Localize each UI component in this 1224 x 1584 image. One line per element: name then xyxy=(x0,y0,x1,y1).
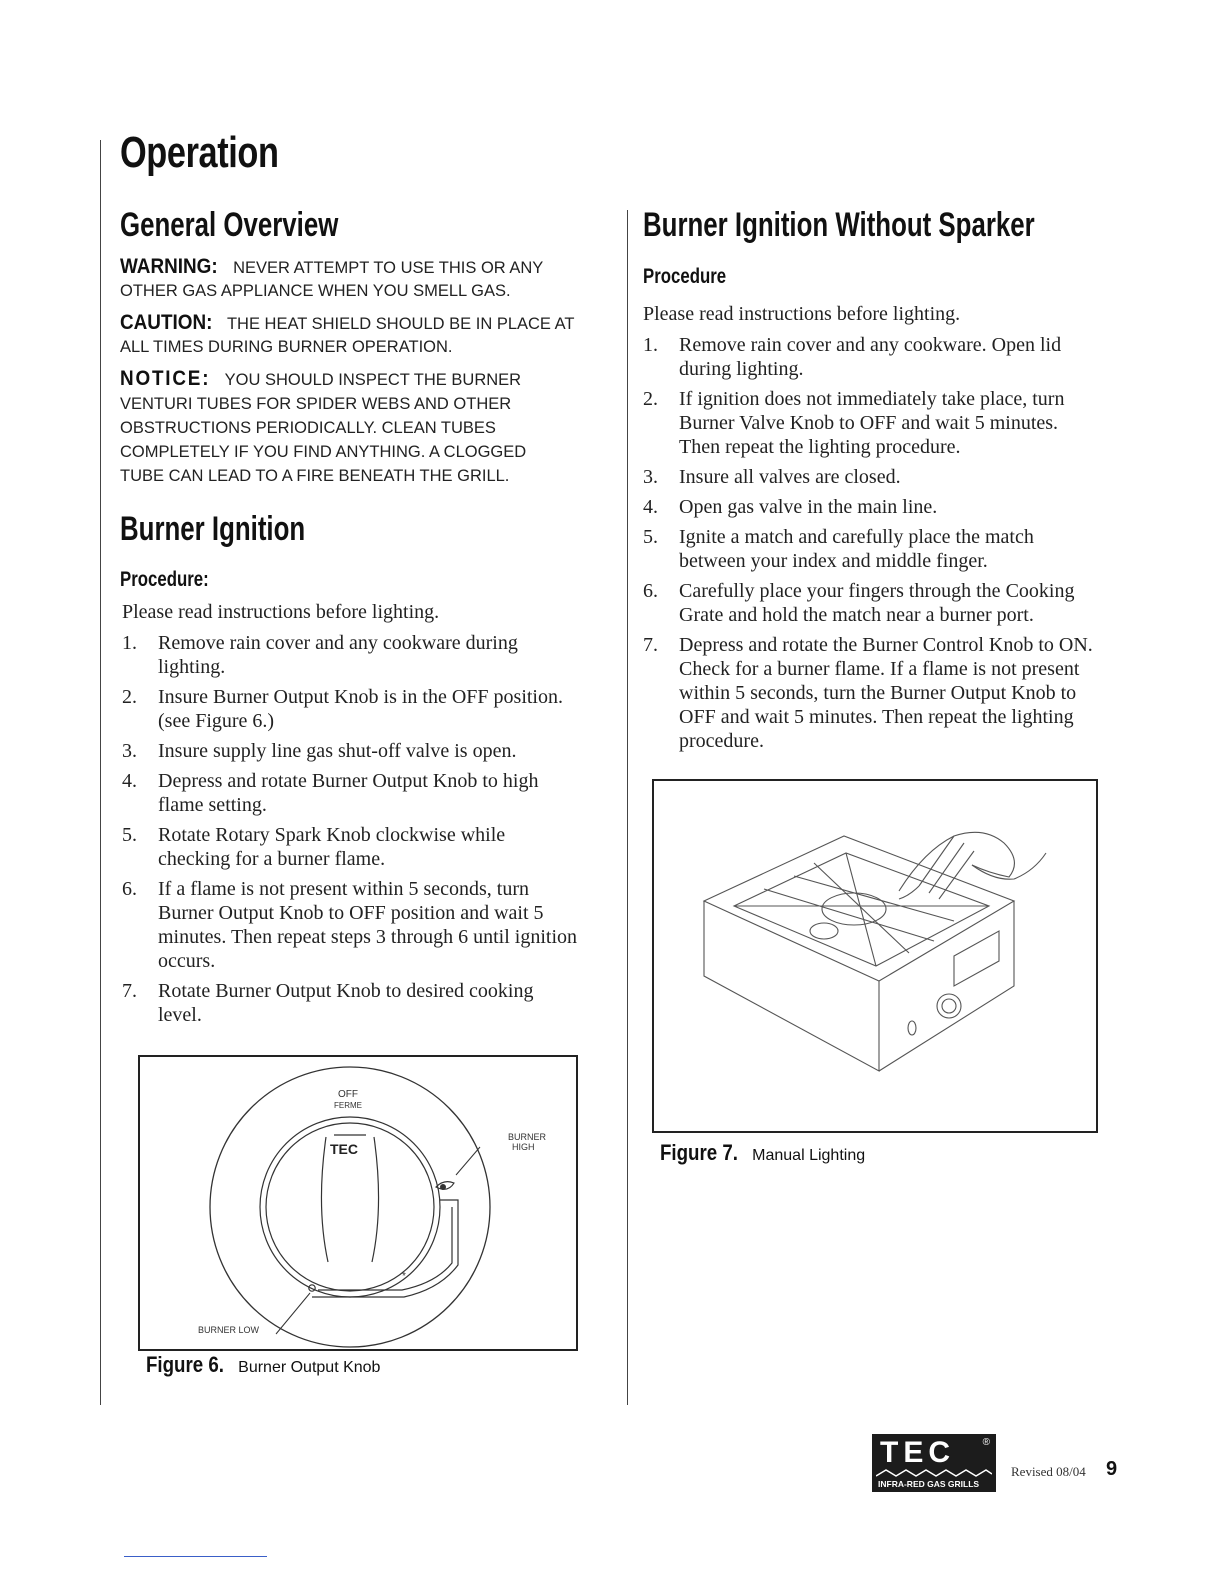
logo-registered-mark: ® xyxy=(982,1437,990,1448)
burner-low-label: BURNER LOW xyxy=(198,1325,260,1335)
burner-ignition-without-sparker-heading: Burner Ignition Without Sparker xyxy=(643,206,1035,244)
without-sparker-intro: Please read instructions before lighting. xyxy=(643,303,961,325)
notice-block xyxy=(120,367,560,488)
list-item: 1. Remove rain cover and any cookware. Open lid during lighting. xyxy=(643,334,1062,380)
burner-ignition-steps xyxy=(122,631,582,1033)
left-margin-rule xyxy=(100,140,101,1405)
burner-high-label-1: BURNER xyxy=(508,1132,547,1142)
warning-notice xyxy=(120,255,590,303)
list-item: 7. Rotate Burner Output Knob to desired cooking level. xyxy=(122,980,534,1026)
tec-logo xyxy=(872,1434,996,1492)
figure-6-number: Figure 6. xyxy=(146,1352,224,1377)
list-item: 3. Insure all valves are closed. xyxy=(643,466,901,488)
page-number: 9 xyxy=(1106,1458,1118,1480)
logo-text: TEC xyxy=(880,1436,955,1469)
general-overview-heading: General Overview xyxy=(120,206,339,244)
list-item: 4. Open gas valve in the main line. xyxy=(643,496,938,518)
logo-subtitle: INFRA-RED GAS GRILLS xyxy=(878,1479,980,1489)
notice-label: NOTICE: xyxy=(120,367,211,390)
burner-high-label-2: HIGH xyxy=(512,1142,535,1152)
burner-output-knob-illustration xyxy=(140,1057,576,1349)
list-item: 6. Carefully place your fingers through the Cooking Grate and hold the match near a burner port. xyxy=(643,580,1075,626)
off-label: OFF xyxy=(338,1089,358,1100)
figure-7-title: Manual Lighting xyxy=(752,1147,866,1164)
figure-7-number: Figure 7. xyxy=(660,1140,738,1165)
without-sparker-steps xyxy=(643,333,1103,759)
list-item: 2. If ignition does not immediately take place, turn Burner Valve Knob to OFF and wait 5 minutes. Then repeat the lighting procedure. xyxy=(643,388,1065,458)
burner-ignition-heading: Burner Ignition xyxy=(120,510,306,548)
burner-ignition-intro: Please read instructions before lighting. xyxy=(122,601,440,623)
list-item: 4. Depress and rotate Burner Output Knob to high flame setting. xyxy=(122,770,539,816)
ferme-label: FERME xyxy=(334,1101,362,1110)
burner-ignition-procedure-heading: Procedure: xyxy=(120,568,209,591)
figure-7-caption xyxy=(660,1140,865,1166)
without-sparker-procedure-heading: Procedure xyxy=(643,265,727,288)
list-item: 5. Rotate Rotary Spark Knob clockwise while checking for a burner flame. xyxy=(122,824,506,870)
caution-notice xyxy=(120,311,590,359)
figure-7-box xyxy=(652,779,1098,1133)
list-item: 1. Remove rain cover and any cookware during lighting. xyxy=(122,632,518,678)
warning-text: NEVER ATTEMPT TO USE THIS OR ANY OTHER GAS APPLIANCE WHEN YOU SMELL GAS. xyxy=(120,259,544,300)
figure-6-caption xyxy=(146,1352,380,1378)
list-item: 7. Depress and rotate the Burner Control Knob to ON. Check for a burner flame. If a flame is not present within 5 seconds, turn the Burner Output Knob to OFF and wait 5 minutes. Then repeat the lighting procedure. xyxy=(643,634,1093,752)
list-item: 2. Insure Burner Output Knob is in the OFF position. (see Figure 6.) xyxy=(122,686,563,732)
manual-lighting-illustration xyxy=(654,781,1096,1131)
caution-text: THE HEAT SHIELD SHOULD BE IN PLACE AT ALL TIMES DURING BURNER OPERATION. xyxy=(120,315,575,356)
column-divider xyxy=(627,210,628,1405)
logo-wave-icon xyxy=(876,1468,992,1478)
list-item: 5. Ignite a match and carefully place the match between your index and middle finger. xyxy=(643,526,1034,572)
notice-text: YOU SHOULD INSPECT THE BURNER VENTURI TUBES FOR SPIDER WEBS AND OTHER OBSTRUCTIONS PERIODICALLY. CLEAN TUBES COMPLETELY IF YOU FIND ANYTHING. A CLOGGED TUBE CAN LEAD TO A FIRE BENEATH THE GRILL. xyxy=(120,371,527,485)
revision-date: Revised 08/04 xyxy=(1011,1464,1086,1479)
bottom-decorative-line xyxy=(124,1556,267,1557)
caution-label: CAUTION: xyxy=(120,311,213,334)
knob-brand-text: TEC xyxy=(330,1141,358,1157)
svg-text:*: * xyxy=(402,1271,406,1282)
figure-6-box xyxy=(138,1055,578,1351)
page-title: Operation xyxy=(120,128,279,177)
figure-6-title: Burner Output Knob xyxy=(238,1359,381,1376)
warning-label: WARNING: xyxy=(120,255,218,278)
list-item: 3. Insure supply line gas shut-off valve is open. xyxy=(122,740,517,762)
list-item: 6. If a flame is not present within 5 seconds, turn Burner Output Knob to OFF position and wait 5 minutes. Then repeat steps 3 through 6 until ignition occurs. xyxy=(122,878,578,972)
